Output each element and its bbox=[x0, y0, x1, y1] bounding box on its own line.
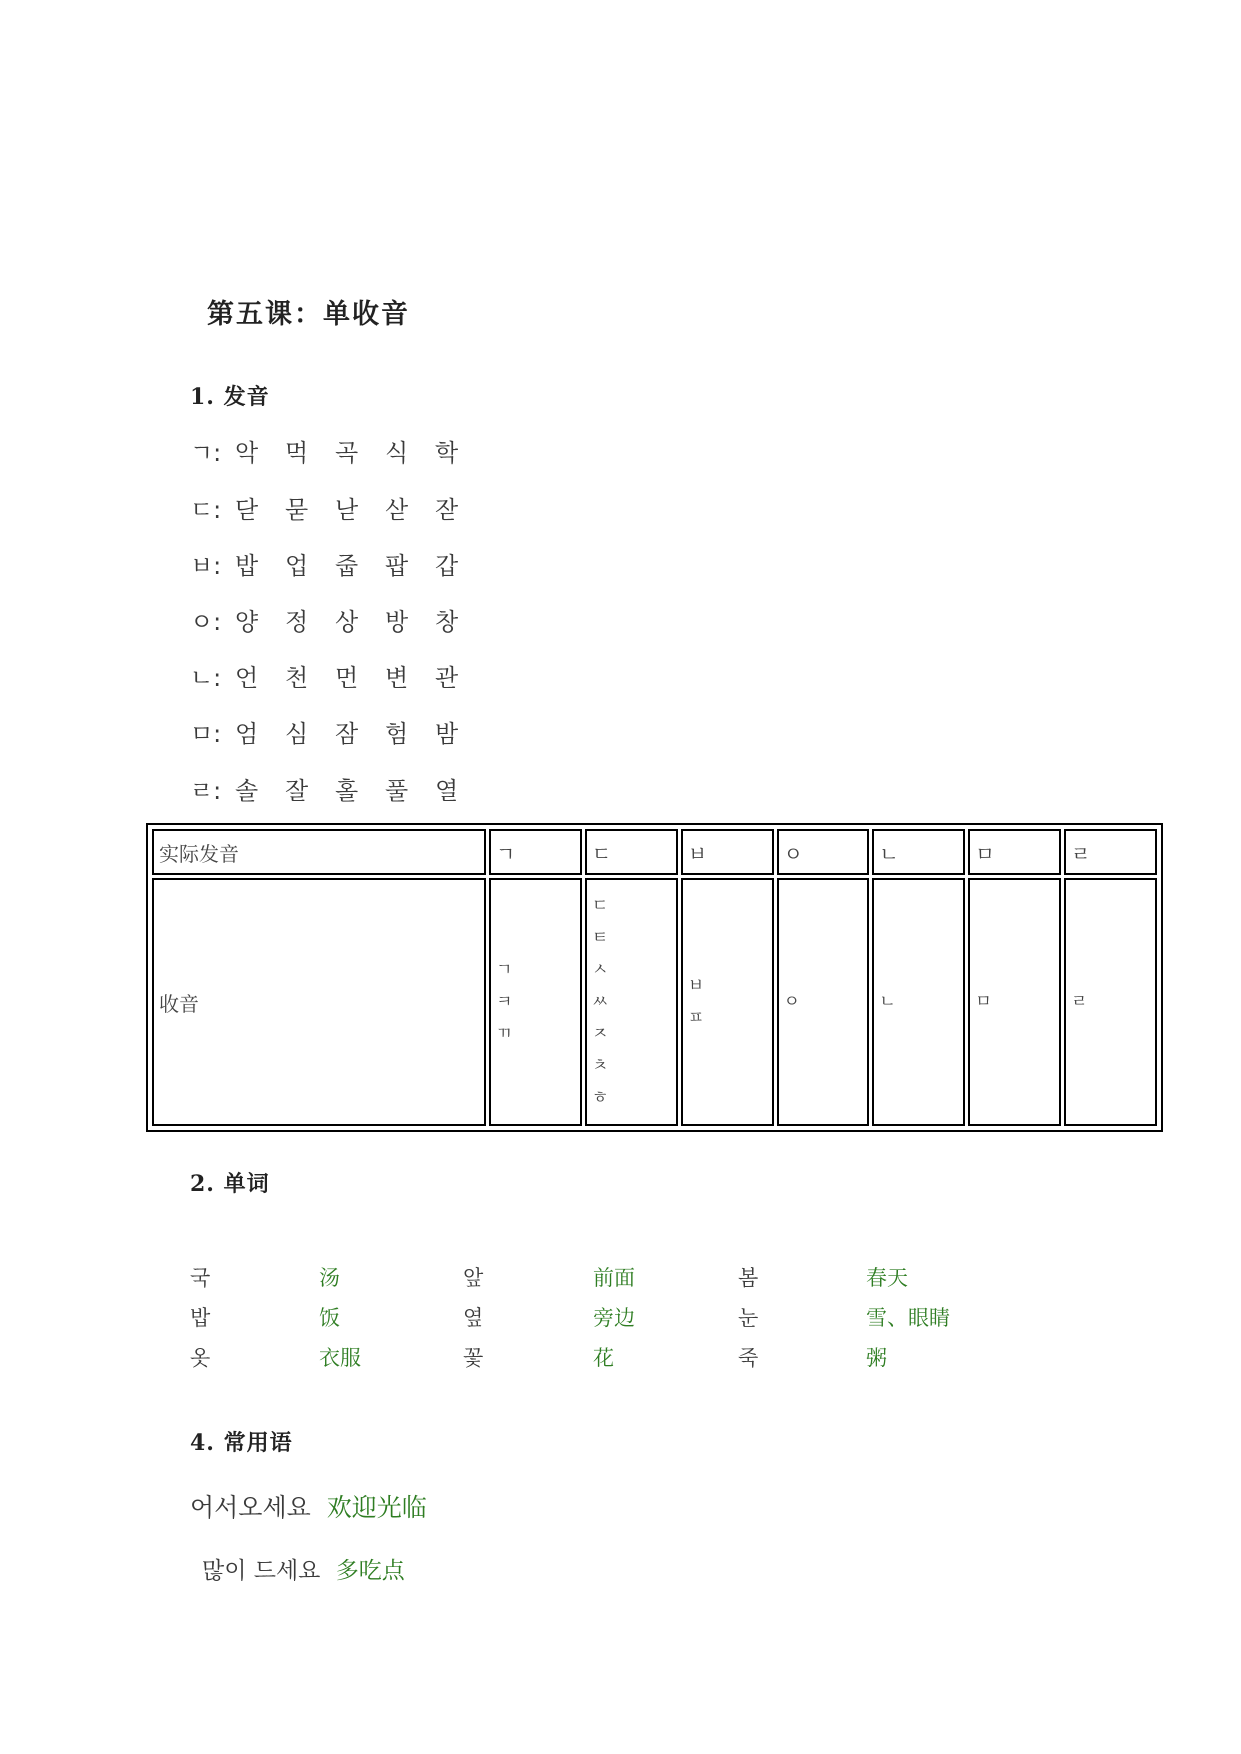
consonant-label: ㅁ: bbox=[190, 719, 222, 748]
table-row-label: 实际发音 bbox=[152, 829, 486, 875]
consonant-item: ㅎ bbox=[591, 1088, 609, 1108]
syllable: 먼 bbox=[335, 663, 359, 692]
consonant-item: ㅂ bbox=[687, 976, 705, 996]
vocab-korean: 국 bbox=[190, 1266, 211, 1290]
consonant-label: ㄴ: bbox=[190, 663, 222, 692]
syllable: 변 bbox=[385, 663, 409, 692]
pronunciation-row bbox=[190, 490, 485, 524]
syllable: 상 bbox=[335, 607, 359, 636]
table-cell: ㅇ bbox=[777, 829, 870, 875]
consonant-item: ㄹ bbox=[1071, 992, 1088, 1012]
vocab-chinese: 前面 bbox=[593, 1266, 635, 1290]
pronunciation-row bbox=[190, 714, 485, 748]
syllable: 먹 bbox=[285, 438, 309, 467]
vocab-chinese: 饭 bbox=[319, 1306, 340, 1330]
syllable: 엄 bbox=[235, 719, 259, 748]
consonant-item: ㅁ bbox=[975, 992, 992, 1012]
syllable: 닫 bbox=[235, 495, 259, 524]
consonant-item: ㅊ bbox=[591, 1056, 609, 1076]
syllable: 팝 bbox=[385, 551, 409, 580]
table-cell: ㄱ bbox=[489, 829, 582, 875]
table-row-label: 收音 bbox=[152, 878, 486, 1126]
consonant-item: ㅈ bbox=[591, 1024, 609, 1044]
section-heading-phrases: 4. 常用语 bbox=[190, 1430, 293, 1456]
table-cell bbox=[585, 878, 678, 1126]
table-cell: ㄷ bbox=[585, 829, 678, 875]
pronunciation-row bbox=[190, 658, 485, 692]
syllable: 잠 bbox=[335, 719, 359, 748]
consonant-label: ㅂ: bbox=[190, 551, 222, 580]
phrase-item bbox=[190, 1488, 427, 1524]
table-cell: ㅂ bbox=[681, 829, 774, 875]
consonant-item: ㅅ bbox=[591, 960, 609, 980]
consonant-label: ㄱ: bbox=[190, 438, 222, 467]
syllable: 낟 bbox=[335, 495, 359, 524]
phrase-korean: 많이 드세요 bbox=[202, 1558, 321, 1584]
phrase-chinese: 多吃点 bbox=[335, 1558, 405, 1584]
syllable: 갑 bbox=[435, 551, 459, 580]
syllable: 식 bbox=[385, 438, 409, 467]
phrase-chinese: 欢迎光临 bbox=[326, 1493, 427, 1522]
vocab-chinese: 旁边 bbox=[593, 1306, 635, 1330]
section-heading-pronunciation: 1. 发音 bbox=[190, 384, 270, 410]
syllable: 밤 bbox=[435, 719, 459, 748]
consonant-label: ㄷ: bbox=[190, 495, 222, 524]
vocab-korean: 꽃 bbox=[463, 1346, 484, 1370]
syllable: 홀 bbox=[335, 776, 359, 805]
table-cell bbox=[872, 878, 965, 1126]
table-cell: ㄴ bbox=[872, 829, 965, 875]
syllable: 줍 bbox=[335, 551, 359, 580]
table-cell: ㄹ bbox=[1064, 829, 1157, 875]
consonant-item: ㄲ bbox=[496, 1024, 513, 1044]
table-cell bbox=[489, 878, 582, 1126]
pronunciation-row bbox=[190, 546, 485, 580]
syllable: 업 bbox=[285, 551, 309, 580]
syllable: 창 bbox=[435, 607, 459, 636]
vocab-korean: 밥 bbox=[190, 1306, 211, 1330]
consonant-item: ㅆ bbox=[591, 992, 609, 1012]
syllable: 열 bbox=[435, 776, 459, 805]
consonant-item: ㄱ bbox=[496, 960, 513, 980]
syllable: 정 bbox=[285, 607, 309, 636]
syllable: 솔 bbox=[235, 776, 259, 805]
consonant-item: ㅌ bbox=[591, 928, 609, 948]
consonant-item: ㅋ bbox=[496, 992, 513, 1012]
section-heading-words: 2. 单词 bbox=[190, 1171, 270, 1197]
syllable: 학 bbox=[435, 438, 459, 467]
syllable: 천 bbox=[285, 663, 309, 692]
syllable: 곡 bbox=[335, 438, 359, 467]
syllable: 삳 bbox=[385, 495, 409, 524]
table-row-final-consonants bbox=[152, 878, 1157, 1126]
vocab-korean: 봄 bbox=[738, 1266, 759, 1290]
table-cell bbox=[777, 878, 870, 1126]
syllable: 잘 bbox=[285, 776, 309, 805]
syllable: 풀 bbox=[385, 776, 409, 805]
vocab-chinese: 粥 bbox=[866, 1346, 887, 1370]
vocab-korean: 앞 bbox=[463, 1266, 484, 1290]
phrase-item bbox=[202, 1552, 405, 1585]
vocab-korean: 죽 bbox=[738, 1346, 759, 1370]
table-cell bbox=[968, 878, 1061, 1126]
page-title: 第五课：单收音 bbox=[207, 299, 410, 330]
table-cell: ㅁ bbox=[968, 829, 1061, 875]
table-cell bbox=[681, 878, 774, 1126]
syllable: 양 bbox=[235, 607, 259, 636]
consonant-item: ㄴ bbox=[879, 992, 896, 1012]
table-row-actual-pronunciation bbox=[152, 829, 1157, 875]
vocab-korean: 옆 bbox=[463, 1306, 484, 1330]
vocab-chinese: 春天 bbox=[866, 1266, 908, 1290]
syllable: 악 bbox=[235, 438, 259, 467]
consonant-item: ㄷ bbox=[591, 896, 609, 916]
syllable: 잗 bbox=[435, 495, 459, 524]
phrase-korean: 어서오세요 bbox=[190, 1493, 311, 1522]
consonant-item: ㅇ bbox=[783, 992, 800, 1012]
syllable: 험 bbox=[385, 719, 409, 748]
vocab-chinese: 汤 bbox=[319, 1266, 340, 1290]
syllable: 밥 bbox=[235, 551, 259, 580]
consonant-item: ㅍ bbox=[687, 1008, 705, 1028]
consonant-label: ㄹ: bbox=[190, 776, 222, 805]
syllable: 관 bbox=[435, 663, 459, 692]
pronunciation-row bbox=[190, 433, 485, 467]
pronunciation-row bbox=[190, 602, 485, 636]
vocab-chinese: 衣服 bbox=[319, 1346, 361, 1370]
vocab-chinese: 雪、眼睛 bbox=[866, 1306, 950, 1330]
syllable: 언 bbox=[235, 663, 259, 692]
table-cell bbox=[1064, 878, 1157, 1126]
consonant-label: ㅇ: bbox=[190, 607, 222, 636]
vocab-chinese: 花 bbox=[593, 1346, 614, 1370]
syllable: 심 bbox=[285, 719, 309, 748]
syllable: 방 bbox=[385, 607, 409, 636]
final-consonant-table bbox=[146, 823, 1163, 1132]
pronunciation-row bbox=[190, 771, 485, 805]
syllable: 묻 bbox=[285, 495, 309, 524]
vocab-korean: 눈 bbox=[738, 1306, 759, 1330]
vocab-korean: 옷 bbox=[190, 1346, 211, 1370]
